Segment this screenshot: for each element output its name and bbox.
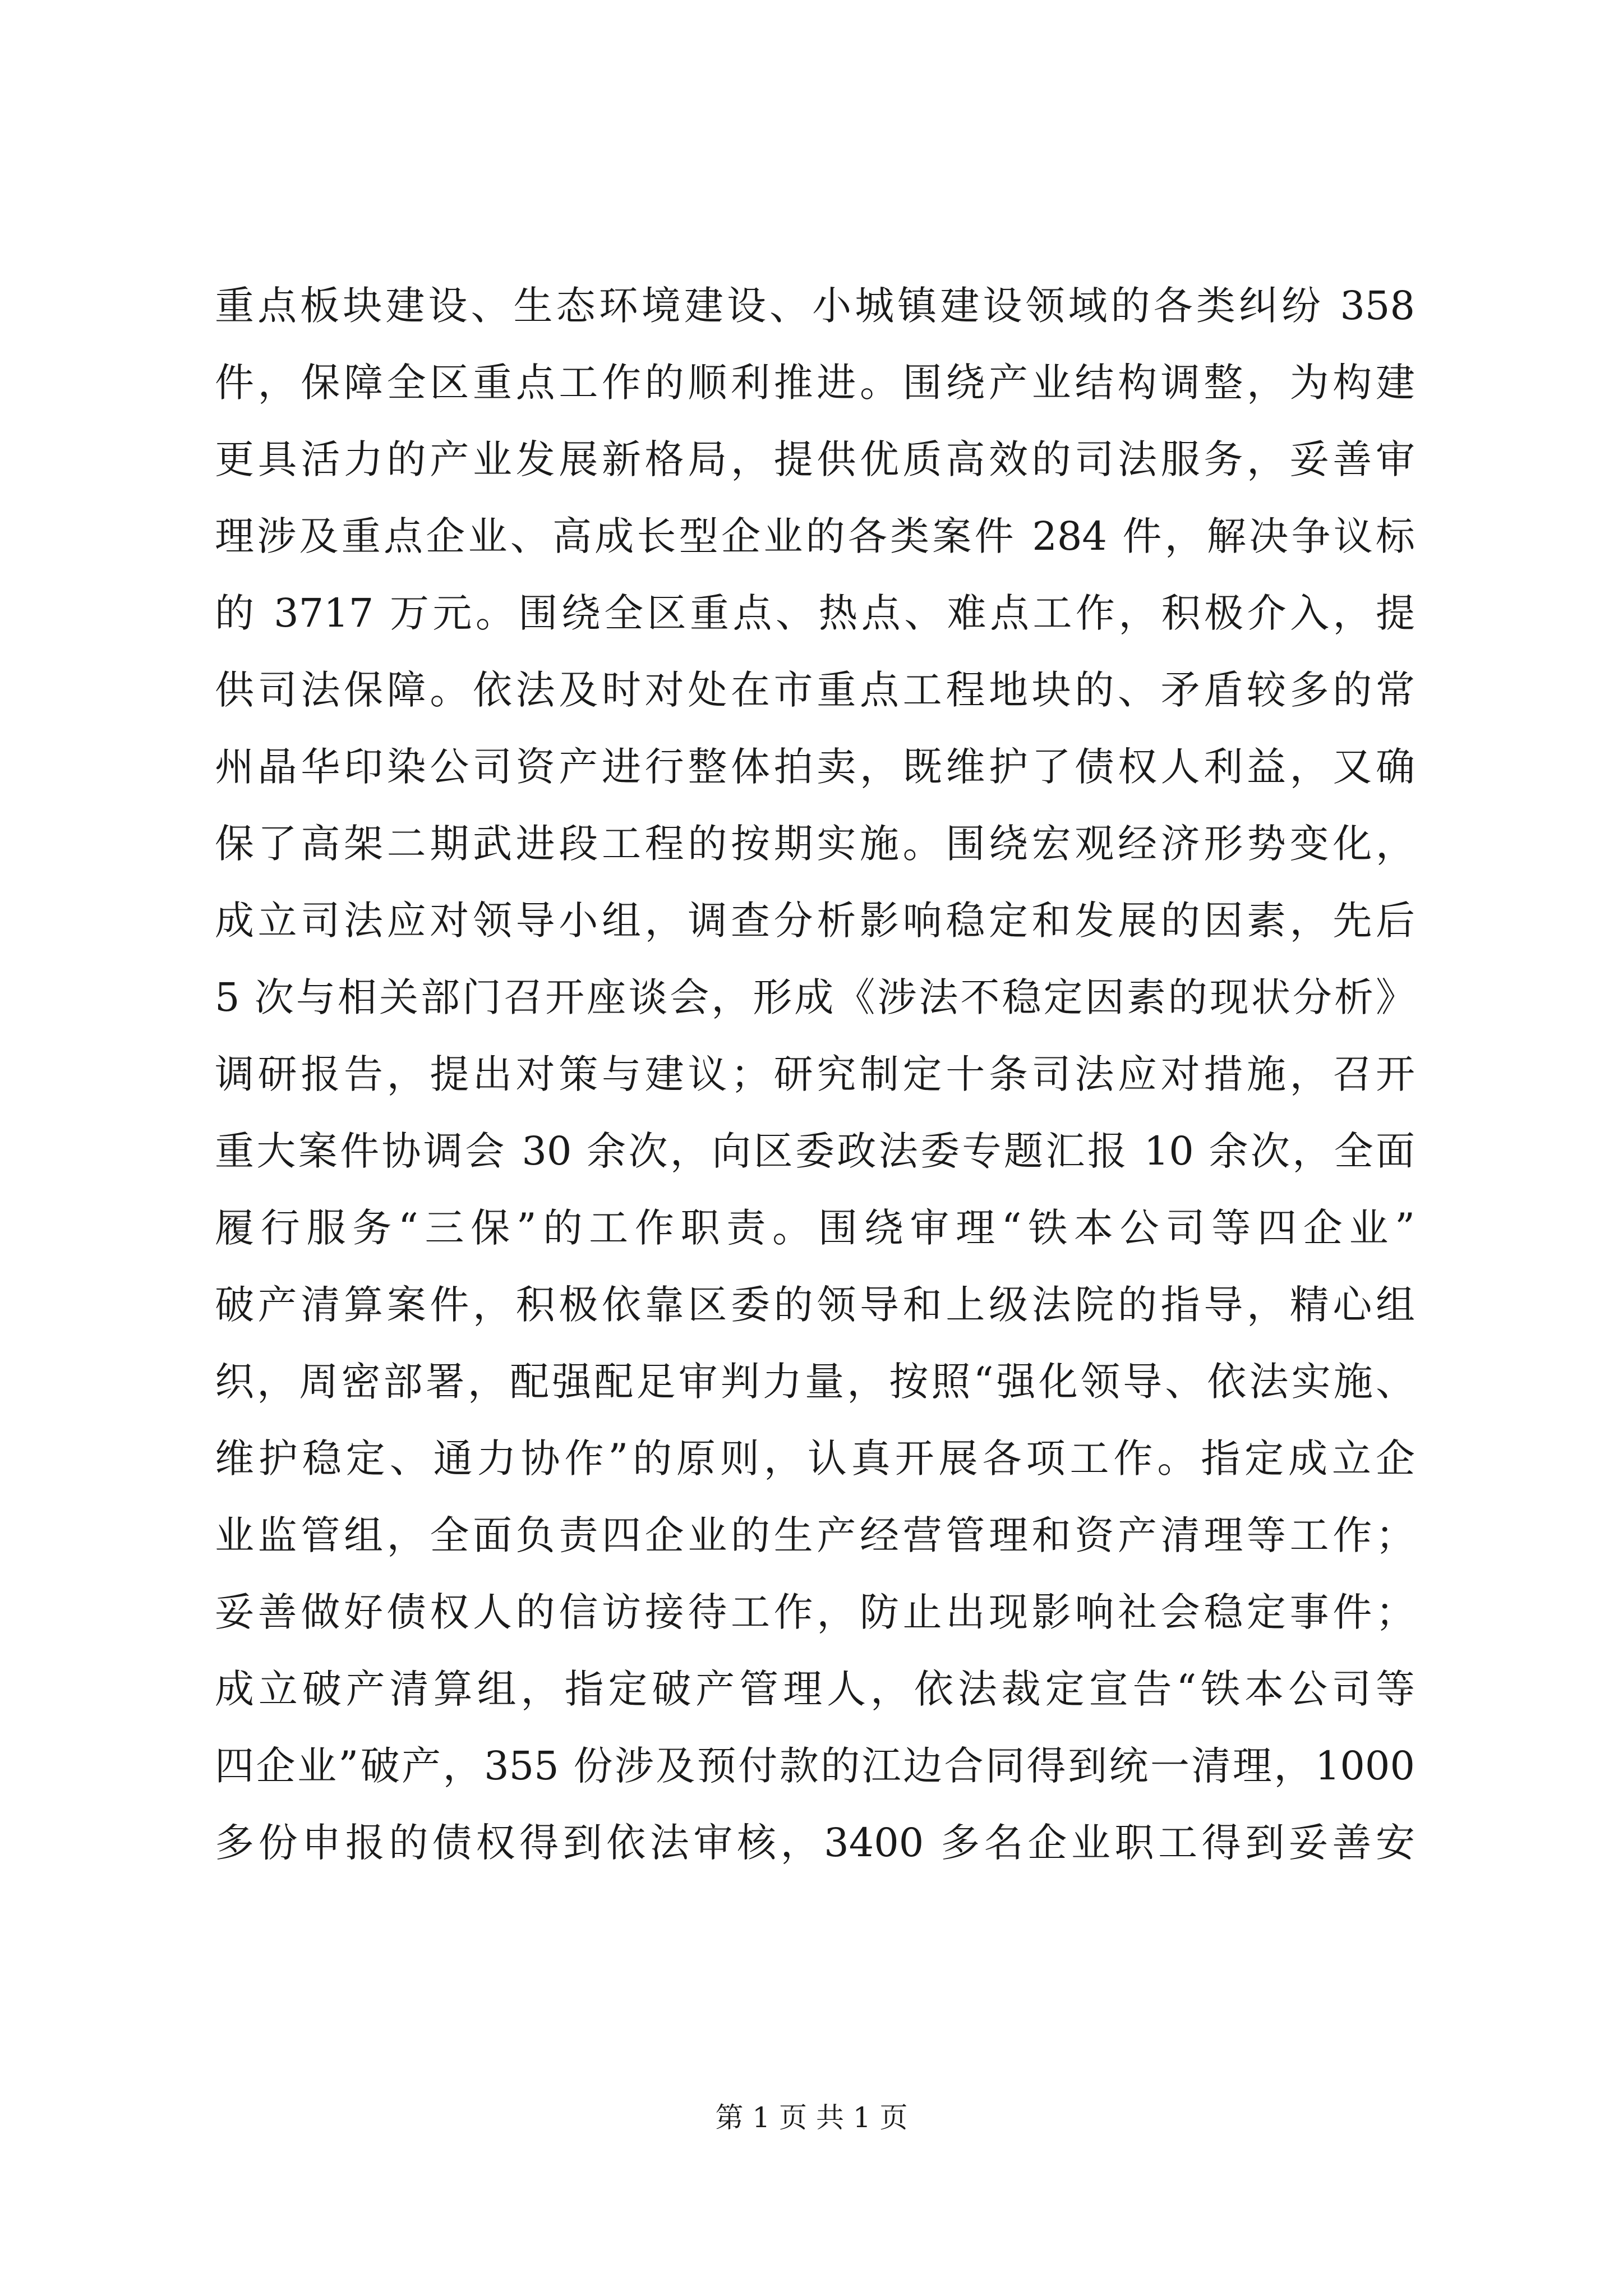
text-line: 妥善做好债权人的信访接待工作，防止出现影响社会稳定事件； <box>215 1589 1415 1635</box>
text-line: 重大案件协调会 30 余次，向区委政法委专题汇报 10 余次，全面 <box>215 1128 1415 1174</box>
text-line: 供司法保障。依法及时对处在市重点工程地块的、矛盾较多的常 <box>215 667 1415 713</box>
text-line: 更具活力的产业发展新格局，提供优质高效的司法服务，妥善审 <box>215 436 1415 482</box>
text-line: 成立司法应对领导小组，调查分析影响稳定和发展的因素，先后 <box>215 898 1415 944</box>
body-text <box>215 268 1415 1881</box>
text-line: 重点板块建设、生态环境建设、小城镇建设领域的各类纠纷 358 <box>215 283 1415 329</box>
text-line: 调研报告，提出对策与建议；研究制定十条司法应对措施，召开 <box>215 1051 1415 1097</box>
text-line: 成立破产清算组，指定破产管理人，依法裁定宣告“铁本公司等 <box>215 1666 1415 1712</box>
text-line: 理涉及重点企业、高成长型企业的各类案件 284 件，解决争议标 <box>215 513 1415 559</box>
text-line: 保了高架二期武进段工程的按期实施。围绕宏观经济形势变化， <box>215 821 1415 867</box>
text-line: 件，保障全区重点工作的顺利推进。围绕产业结构调整，为构建 <box>215 360 1415 406</box>
text-line: 织，周密部署，配强配足审判力量，按照“强化领导、依法实施、 <box>215 1359 1415 1405</box>
text-line: 多份申报的债权得到依法审核，3400 多名企业职工得到妥善安 <box>215 1820 1415 1866</box>
text-line: 履行服务“三保”的工作职责。围绕审理“铁本公司等四企业” <box>215 1205 1415 1251</box>
page-footer: 第 1 页 共 1 页 <box>715 2101 908 2134</box>
text-line: 维护稳定、通力协作”的原则，认真开展各项工作。指定成立企 <box>215 1435 1415 1481</box>
text-line: 四企业”破产，355 份涉及预付款的江边合同得到统一清理，1000 <box>215 1743 1415 1789</box>
text-line: 破产清算案件，积极依靠区委的领导和上级法院的指导，精心组 <box>215 1282 1415 1328</box>
text-line: 州晶华印染公司资产进行整体拍卖，既维护了债权人利益，又确 <box>215 744 1415 790</box>
text-line: 5 次与相关部门召开座谈会，形成《涉法不稳定因素的现状分析》 <box>215 974 1415 1020</box>
text-line: 的 3717 万元。围绕全区重点、热点、难点工作，积极介入，提 <box>215 590 1415 636</box>
text-line: 业监管组，全面负责四企业的生产经营管理和资产清理等工作； <box>215 1512 1415 1558</box>
